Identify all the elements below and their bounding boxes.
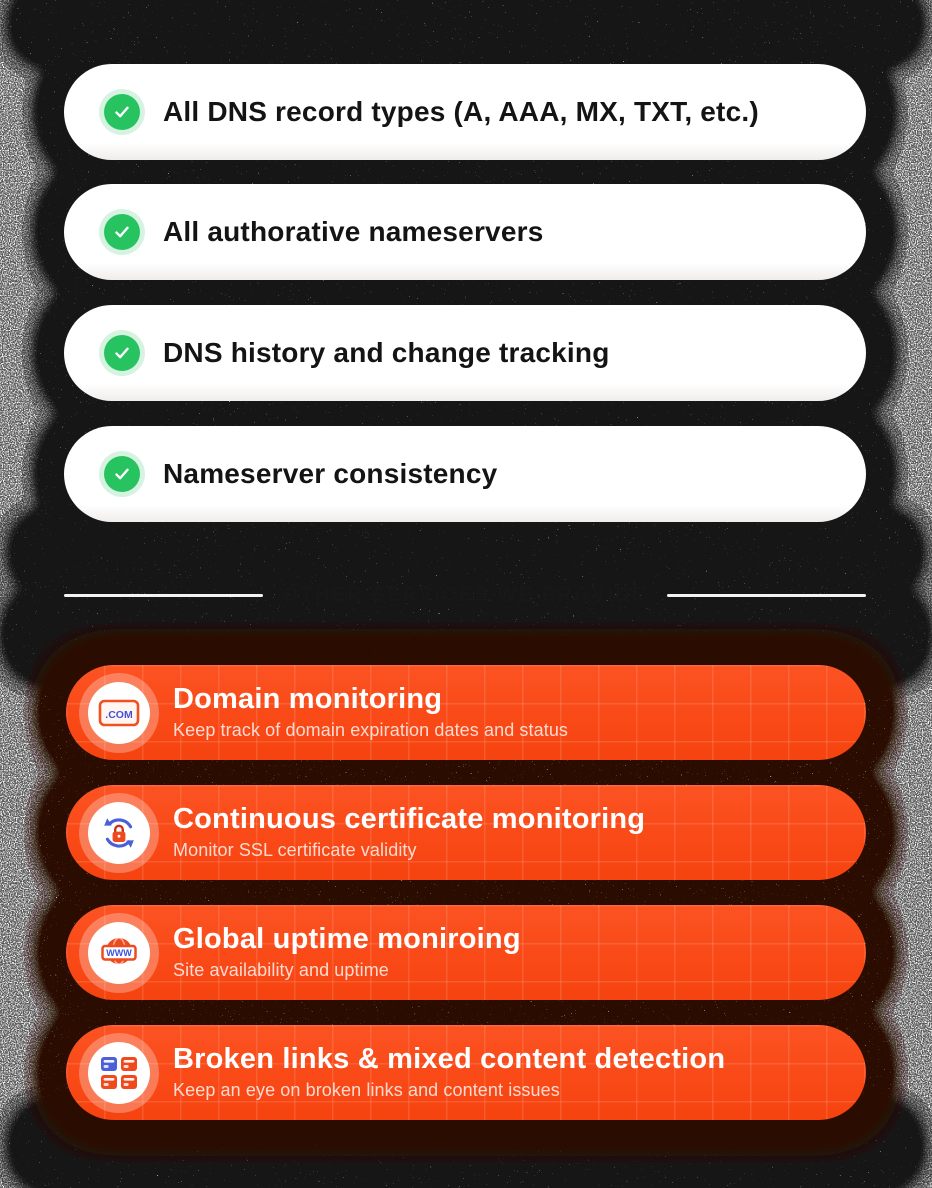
service-subtitle: Site availability and uptime [173, 959, 389, 980]
heading-rule-right [667, 594, 866, 597]
service-icon-ring [79, 1033, 159, 1113]
broken-links-grid-icon [88, 1042, 150, 1104]
checkmark-icon [104, 335, 140, 371]
feature-label: Nameserver consistency [163, 458, 498, 489]
service-subtitle: Keep an eye on broken links and content issues [173, 1079, 560, 1100]
service-subtitle: Monitor SSL certificate validity [173, 839, 417, 860]
service-card-domain-monitoring[interactable] [66, 665, 866, 760]
dotcom-icon-text: .COM [105, 708, 133, 721]
check-circle-icon [99, 89, 145, 135]
service-title: Domain monitoring [173, 683, 443, 716]
service-text [173, 665, 568, 760]
service-icon-ring [79, 673, 159, 753]
feature-label: All DNS record types (A, AAA, MX, TXT, etc.) [163, 96, 759, 127]
checkmark-icon [104, 214, 140, 250]
feature-pill-dns-record-types [64, 64, 866, 160]
services-heading: OTHER SERVICES WE PROVIDE [282, 583, 648, 606]
service-card-broken-links[interactable] [66, 1025, 866, 1120]
globe-www-icon [88, 922, 150, 984]
checkmark-icon [104, 94, 140, 130]
domain-dotcom-icon [88, 682, 150, 744]
service-icon-ring [79, 793, 159, 873]
heading-rule-left [64, 594, 263, 597]
certificate-sync-lock-icon [88, 802, 150, 864]
checkmark-icon [104, 456, 140, 492]
service-title: Broken links & mixed content detection [173, 1043, 726, 1076]
check-circle-icon [99, 209, 145, 255]
feature-pill-dns-history [64, 305, 866, 401]
feature-pill-authoritative-nameservers [64, 184, 866, 280]
service-subtitle: Keep track of domain expiration dates and status [173, 719, 569, 740]
check-circle-icon [99, 330, 145, 376]
service-text [173, 785, 645, 880]
www-icon-text: WWW [106, 947, 132, 958]
service-card-certificate-monitoring[interactable] [66, 785, 866, 880]
service-card-global-uptime[interactable] [66, 905, 866, 1000]
feature-label: DNS history and change tracking [163, 337, 610, 368]
feature-label: All authorative nameservers [163, 216, 544, 247]
service-title: Continuous certificate monitoring [173, 803, 646, 836]
feature-pill-nameserver-consistency [64, 426, 866, 522]
service-icon-ring [79, 913, 159, 993]
service-title: Global uptime moniroing [173, 923, 521, 956]
check-circle-icon [99, 451, 145, 497]
service-text [173, 905, 521, 1000]
service-text [173, 1025, 725, 1120]
services-heading-row [64, 580, 866, 610]
